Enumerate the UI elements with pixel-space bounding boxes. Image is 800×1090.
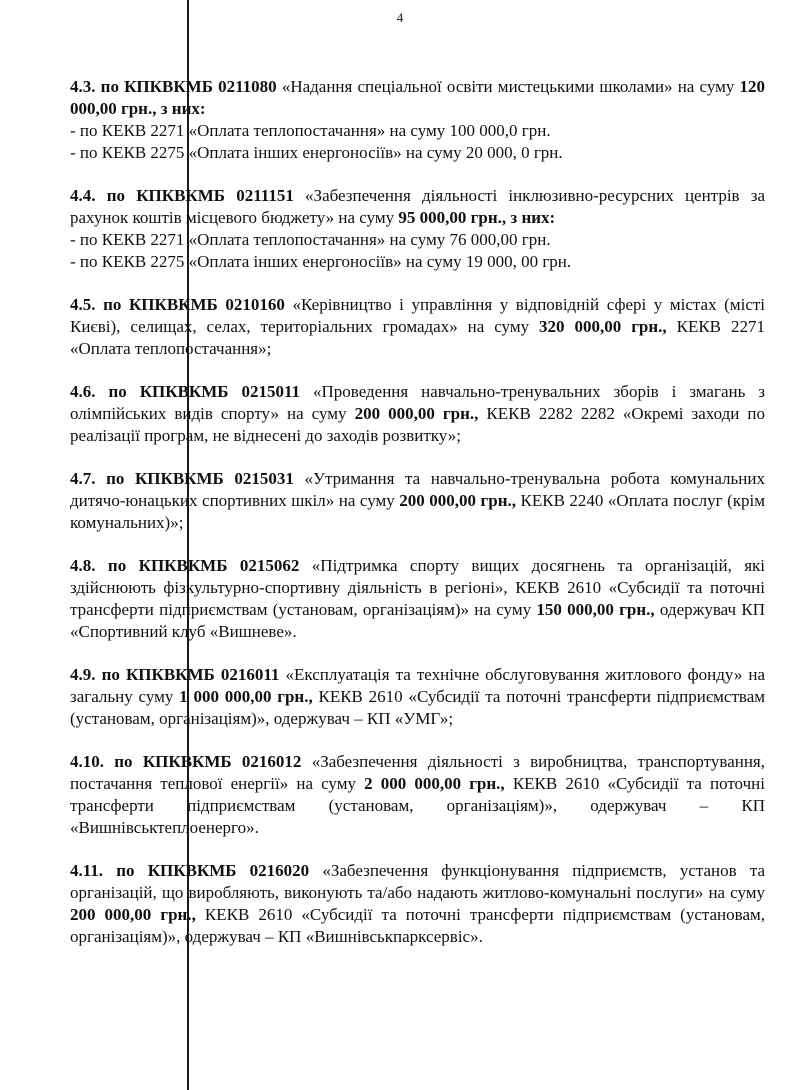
section-4-4 [70,185,765,273]
bullet-item: - по КЕКВ 2275 «Оплата інших енергоносіїв» на суму 20 000, 0 грн. [70,143,563,162]
program-code: по КПКВКМБ 0216011 [101,665,280,684]
page-number: 4 [396,10,404,25]
section-paragraph [70,664,765,730]
program-description: «Утримання та навчально-тренувальна робота комунальних дитячо-юнацьких спортивних шкіл» на суму [70,469,765,510]
bullet-item: - по КЕКВ 2275 «Оплата інших енергоносіїв» на суму 19 000, 00 грн. [70,252,572,271]
section-number: 4.7. [70,469,96,488]
amount: 200 000,00 грн., [399,491,517,510]
program-code: по КПКВКМБ 0215062 [107,556,300,575]
program-description: «Забезпечення функціонування підприємств, установ та організацій, що виробляють, виконують та/або надають житлово-комунальні послуги» на суму [70,861,766,902]
amount: 2 000 000,00 грн., [364,774,505,793]
program-description: «Підтримка спорту вищих досягнень та організацій, які здійснюють фізкультурно-спортивну діяльність в регіоні», КЕКВ 2610 «Субсидії та поточні трансферти підприємствам (установам, організаціям)» на суму [70,556,766,619]
section-4-3 [70,76,765,164]
program-description: «Керівництво і управління у відповідній сфері у містах (місті Києві), селищах, селах, територіальних громадах» на суму [70,295,766,336]
program-description: «Експлуатація та технічне обслуговування житлового фонду» на загальну суму [70,665,766,706]
section-4-10 [70,751,765,839]
section-4-7 [70,468,765,534]
section-paragraph [70,185,765,229]
section-4-5 [70,294,765,360]
section-paragraph [70,468,765,534]
program-code: по КПКВКМБ 0210160 [103,295,285,314]
section-number: 4.6. [70,382,96,401]
amount: 200 000,00 грн., [354,404,479,423]
section-number: 4.5. [70,295,96,314]
section-number: 4.4. [70,186,96,205]
program-code: по КПКВКМБ 0216012 [114,752,302,771]
expense-code-text: КЕКВ 2282 2282 «Окремі заходи по реалізації програм, не віднесені до заходів розвитку»; [70,404,766,445]
section-number: 4.10. [70,752,104,771]
program-description: «Надання спеціальної освіти мистецькими школами» на суму [281,77,735,96]
program-description: «Забезпечення діяльності з виробництва, транспортування, постачання теплової енергії» на суму [70,752,766,793]
recipient-text: одержувач КП «Спортивний клуб «Вишневе». [70,600,765,641]
section-paragraph [70,76,765,120]
amount: 120 000,00 грн., з них: [70,77,766,118]
program-code: по КПКВКМБ 0215011 [108,382,301,401]
section-number: 4.11. [70,861,104,880]
recipient-text: КЕКВ 2610 «Субсидії та поточні трансферти підприємствам (установам, організаціям)», одержувач – КП «Вишнівськтеплоенерго». [70,774,765,837]
section-paragraph [70,294,765,360]
amount: 150 000,00 грн., [536,600,655,619]
bullet-item: - по КЕКВ 2271 «Оплата теплопостачання» на суму 100 000,0 грн. [70,121,551,140]
section-paragraph [70,751,765,839]
document-body [70,76,765,948]
section-paragraph [70,860,765,948]
amount: 1 000 000,00 грн., [179,687,313,706]
section-4-6 [70,381,765,447]
section-paragraph [70,555,765,643]
program-description: «Проведення навчально-тренувальних зборів і змагань з олімпійських видів спорту» на суму [70,382,766,423]
section-number: 4.9. [70,665,96,684]
amount: 320 000,00 грн., [539,317,667,336]
recipient-text: КЕКВ 2610 «Субсидії та поточні трансферти підприємствам (установам, організаціям)», одержувач – КП «УМГ»; [70,687,766,728]
section-4-11 [70,860,765,948]
program-description: «Забезпечення діяльності інклюзивно-ресурсних центрів за рахунок коштів місцевого бюджету» на суму [70,186,766,227]
bullet-item: - по КЕКВ 2271 «Оплата теплопостачання» на суму 76 000,00 грн. [70,230,551,249]
amount: 95 000,00 грн., з них: [398,208,556,227]
program-code: по КПКВКМБ 0211151 [106,186,294,205]
program-code: по КПКВКМБ 0211080 [100,77,277,96]
section-number: 4.3. [70,77,96,96]
amount: 200 000,00 грн., [70,905,196,924]
section-paragraph [70,381,765,447]
section-4-9 [70,664,765,730]
expense-code-text: КЕКВ 2240 «Оплата послуг (крім комунальних)»; [70,491,766,532]
expense-code-text: КЕКВ 2271 «Оплата теплопостачання»; [70,317,765,358]
section-number: 4.8. [70,556,96,575]
program-code: по КПКВКМБ 0215031 [106,469,294,488]
section-4-8 [70,555,765,643]
recipient-text: КЕКВ 2610 «Субсидії та поточні трансферти підприємствам (установам, організаціям)», одержувач – КП «Вишнівськпарксервіс». [70,905,765,946]
program-code: по КПКВКМБ 0216020 [116,861,310,880]
